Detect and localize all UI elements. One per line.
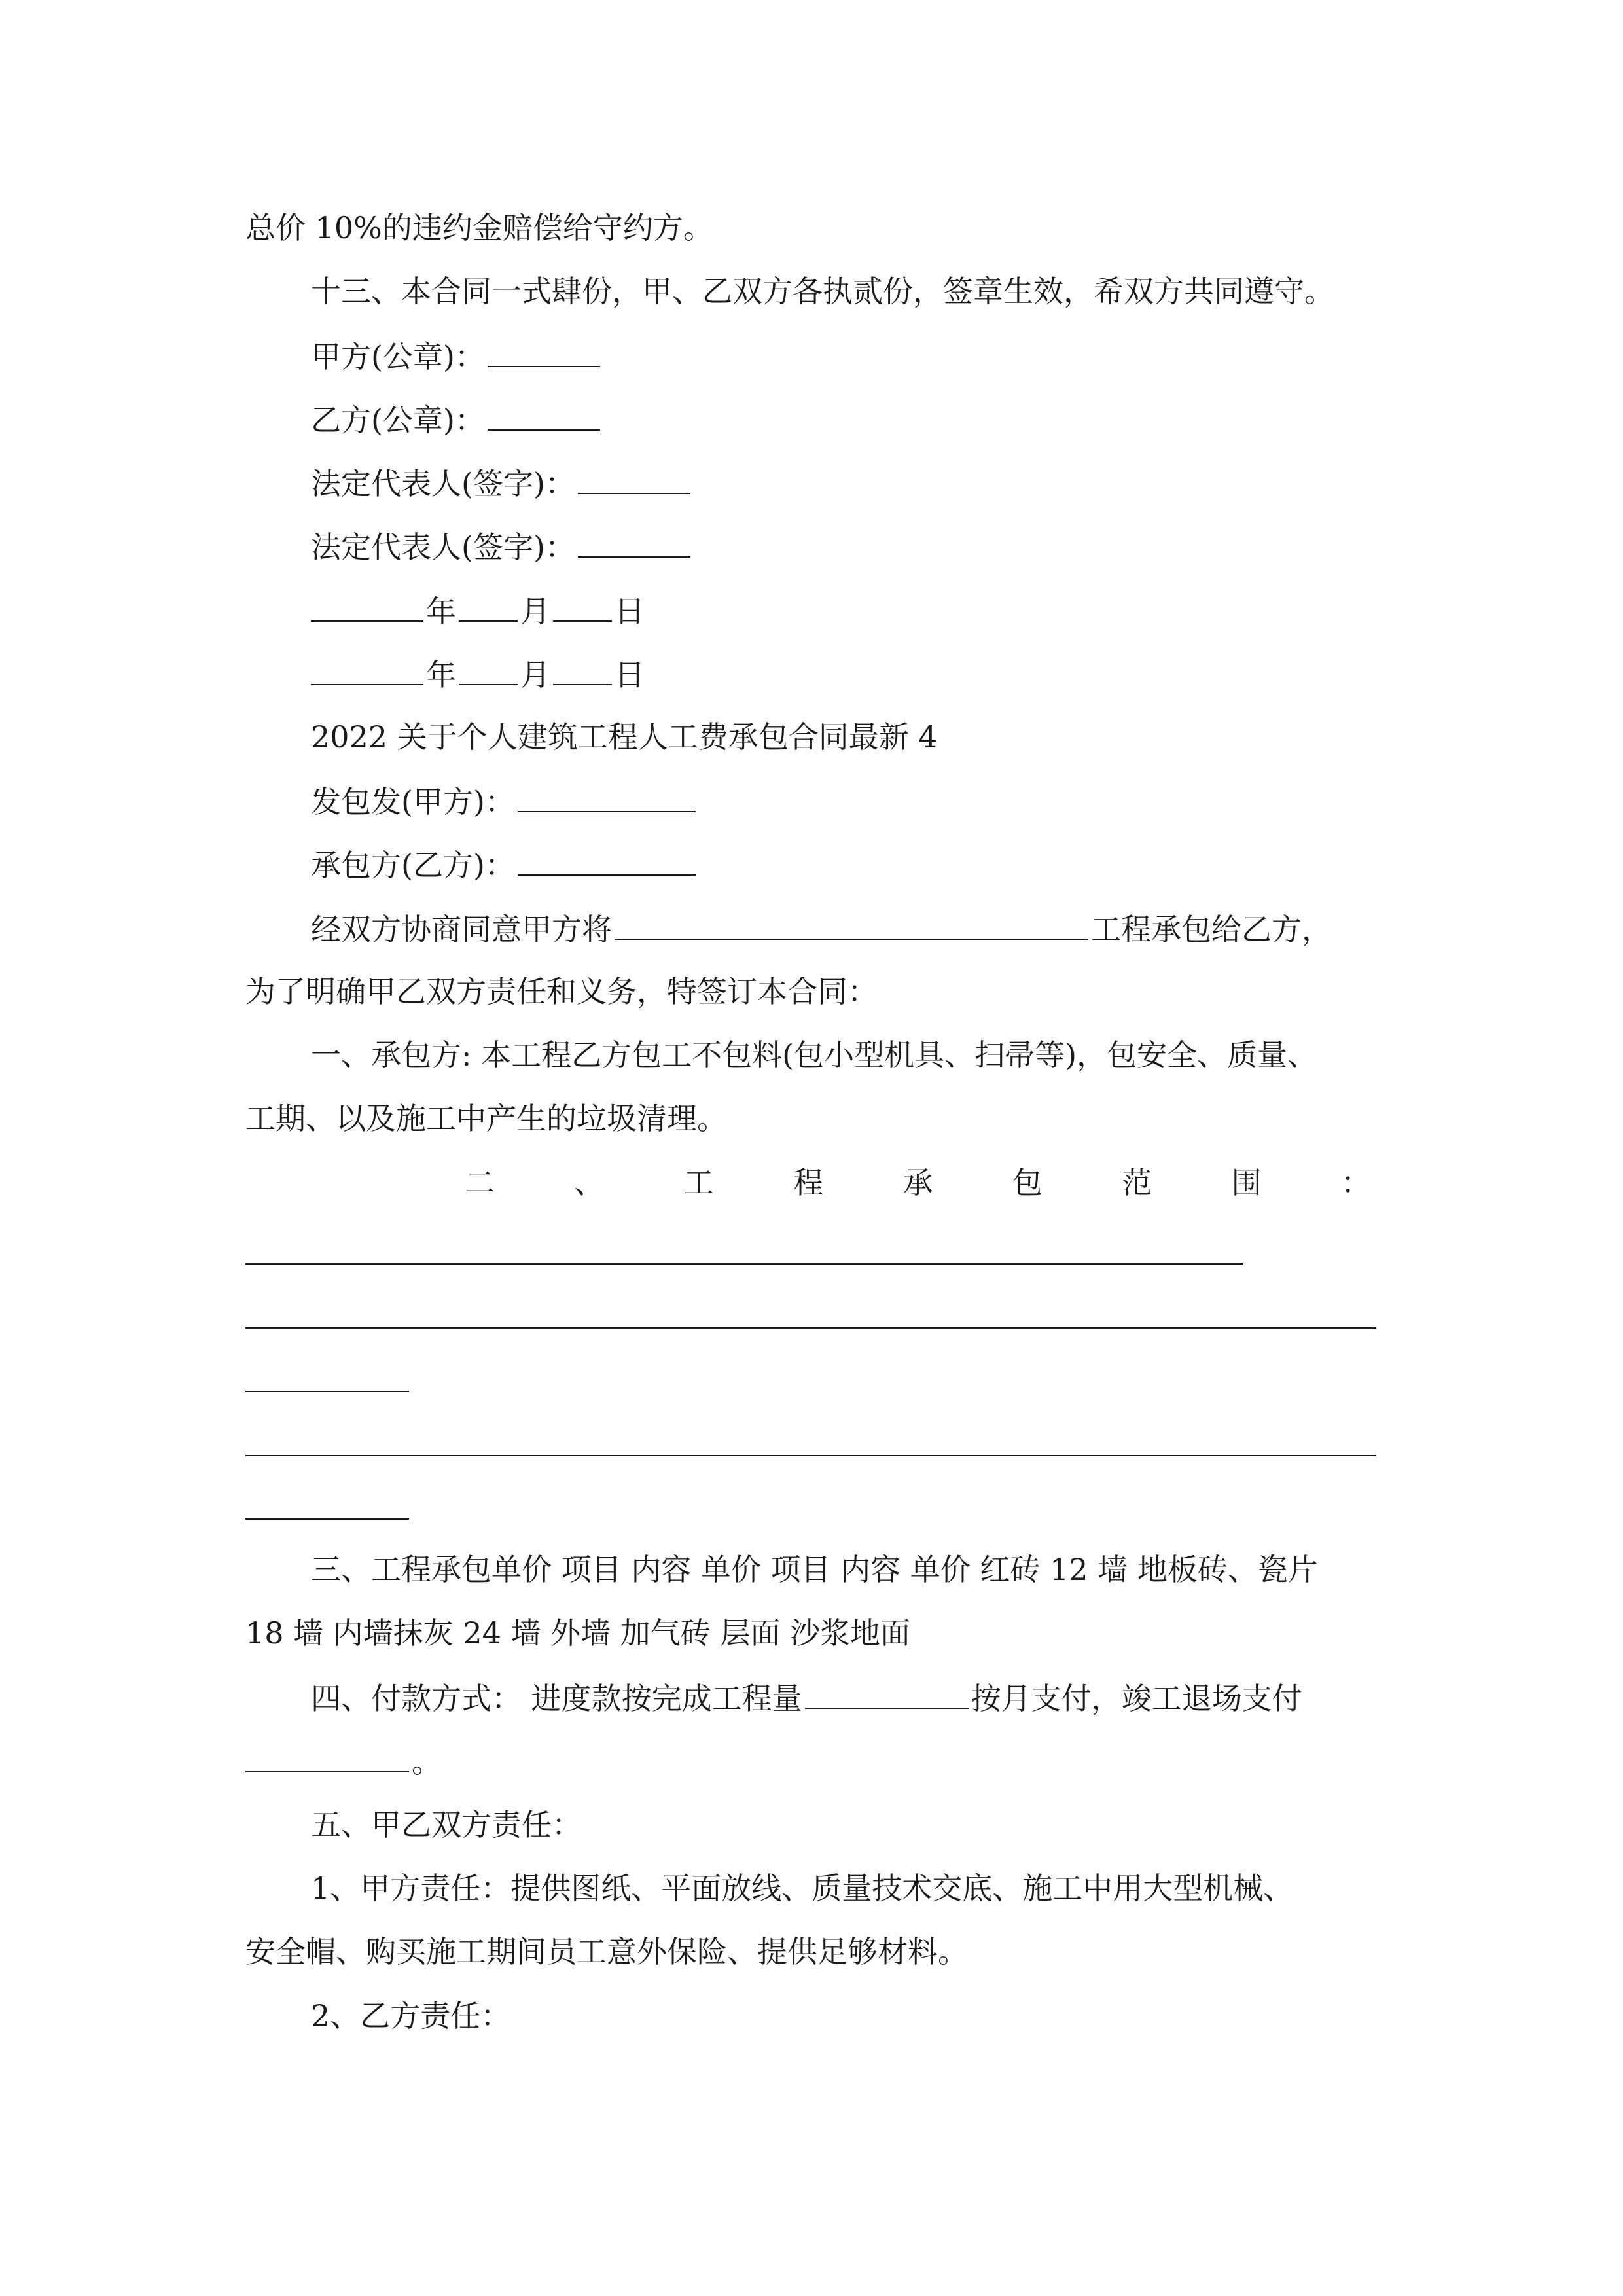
scope-blank-line-4: [245, 1455, 1376, 1456]
agreement-text-b: 工程承包给乙方，: [1091, 912, 1332, 947]
heading-char: 、: [574, 1165, 605, 1200]
clause-2-heading: [245, 1163, 1371, 1202]
year-blank: [311, 654, 423, 685]
legal-rep-b-label: 法定代表人(签字)：: [311, 529, 575, 565]
project-name-blank: [615, 908, 1088, 940]
heading-char: 程: [793, 1165, 824, 1200]
scope-blank-line-3: [245, 1391, 409, 1392]
scope-blank-line-5: [245, 1518, 409, 1520]
heading-char: 围: [1231, 1165, 1262, 1200]
clause-4-line-2: [245, 1741, 442, 1780]
progress-amount-blank: [805, 1677, 969, 1709]
legal-rep-a-blank: [578, 463, 690, 494]
day-label: 日: [615, 657, 645, 692]
agreement-purpose: 为了明确甲乙双方责任和义务，特签订本合同：: [245, 974, 878, 1009]
heading-char: 承: [902, 1165, 933, 1200]
employer-blank: [518, 781, 696, 812]
month-blank: [459, 654, 518, 685]
final-payment-blank: [245, 1741, 409, 1772]
payment-text-a: 四、付款方式： 进度款按完成工程量: [311, 1681, 802, 1716]
party-a-seal-line: [311, 336, 603, 375]
clause-13: 十三、本合同一式肆份，甲、乙双方各执贰份，签章生效，希双方共同遵守。: [311, 274, 1334, 309]
contractor-label: 承包方(乙方)：: [311, 848, 515, 883]
heading-char: 二: [465, 1165, 495, 1200]
clause-4-line-1: [311, 1677, 1302, 1717]
payment-text-c: 。: [412, 1744, 442, 1780]
payment-text-b: 按月支付，竣工退场支付: [971, 1681, 1302, 1716]
party-b-duty: 2、乙方责任：: [311, 1998, 511, 2034]
legal-rep-b-blank: [578, 526, 690, 558]
heading-char: 工: [683, 1165, 714, 1200]
month-label: 月: [520, 657, 550, 692]
legal-rep-a-label: 法定代表人(签字)：: [311, 466, 575, 501]
agreement-line: [311, 908, 1332, 948]
employer-line: [311, 781, 698, 820]
clause-1-line-1: 一、承包方: 本工程乙方包工不包料(包小型机具、扫帚等)，包安全、质量、: [311, 1037, 1318, 1073]
scope-blank-line-1: [245, 1263, 1243, 1265]
party-b-seal-blank: [488, 399, 600, 431]
party-a-duty-line-2: 安全帽、购买施工期间员工意外保险、提供足够材料。: [245, 1934, 968, 1969]
legal-rep-b-line: [311, 526, 693, 565]
contractor-line: [311, 844, 698, 884]
heading-char: 范: [1122, 1165, 1152, 1200]
clause-3-line-1: 三、工程承包单价 项目 内容 单价 项目 内容 单价 红砖 12 墙 地板砖、瓷片: [311, 1552, 1318, 1587]
employer-label: 发包发(甲方)：: [311, 784, 515, 819]
heading-char: 包: [1012, 1165, 1043, 1200]
day-blank: [553, 590, 612, 622]
clause-5: 五、甲乙双方责任：: [311, 1807, 582, 1842]
clause-3-line-2: 18 墙 内墙抹灰 24 墙 外墙 加气砖 层面 沙浆地面: [245, 1615, 911, 1651]
contractor-blank: [518, 844, 696, 876]
heading-char: ：: [1341, 1165, 1371, 1200]
party-a-seal-blank: [488, 336, 600, 367]
legal-rep-a-line: [311, 463, 693, 502]
contract-title: 2022 关于个人建筑工程人工费承包合同最新 4: [311, 719, 938, 755]
text-line-penalty: 总价 10%的违约金赔偿给守约方。: [245, 210, 713, 245]
year-blank: [311, 590, 423, 622]
agreement-text-a: 经双方协商同意甲方将: [311, 912, 612, 947]
scope-blank-line-2: [245, 1327, 1376, 1329]
day-label: 日: [615, 594, 645, 629]
party-b-seal-line: [311, 399, 603, 439]
year-label: 年: [426, 594, 456, 629]
day-blank: [553, 654, 612, 685]
party-a-duty-line-1: 1、甲方责任：提供图纸、平面放线、质量技术交底、施工中用大型机械、: [311, 1871, 1294, 1906]
month-blank: [459, 590, 518, 622]
party-a-seal-label: 甲方(公章)：: [311, 339, 485, 374]
month-label: 月: [520, 594, 550, 629]
date-line-1: [311, 590, 645, 630]
clause-1-line-2: 工期、以及施工中产生的垃圾清理。: [245, 1101, 727, 1136]
date-line-2: [311, 654, 645, 693]
year-label: 年: [426, 657, 456, 692]
party-b-seal-label: 乙方(公章)：: [311, 403, 485, 438]
